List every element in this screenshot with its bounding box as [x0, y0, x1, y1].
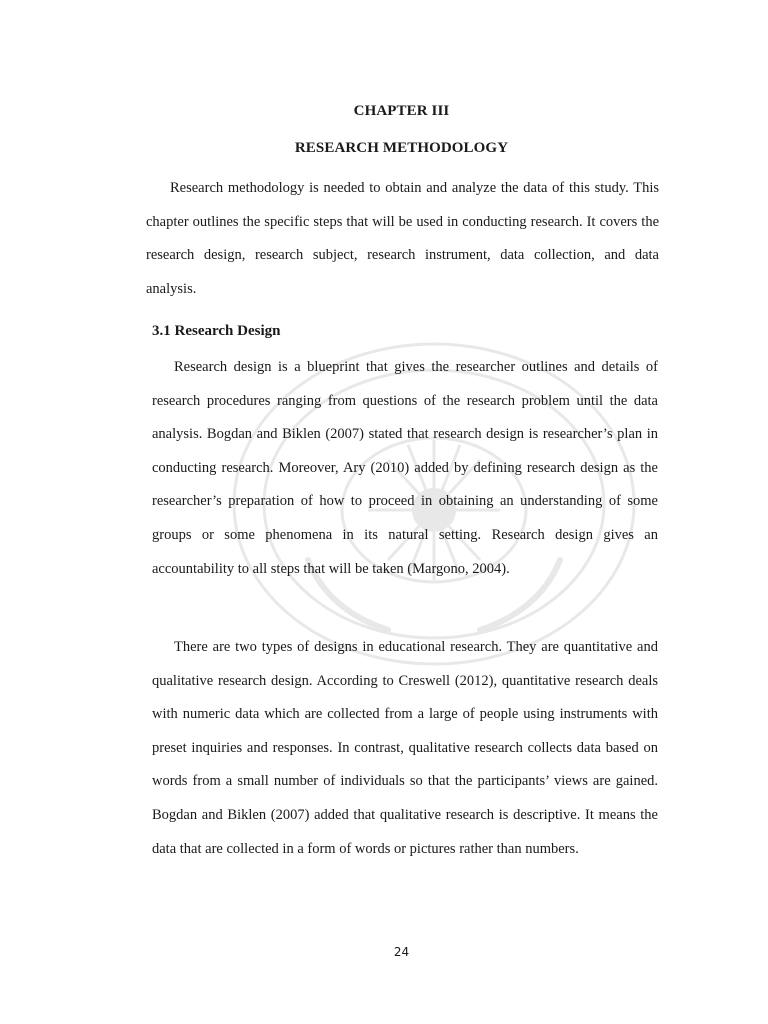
chapter-heading: CHAPTER III: [353, 103, 450, 119]
intro-paragraph: Research methodology is needed to obtain and analyze the data of this study. This chapter outlines the specific steps that will be used in conducting research. It covers the research design, research subject, research instrument, data collection, and data analysis.: [146, 180, 659, 297]
section-heading: 3.1 Research Design: [152, 323, 281, 339]
chapter-title: RESEARCH METHODOLOGY: [294, 140, 509, 156]
research-design-paragraph-1: Research design is a blueprint that gives the researcher outlines and details of research procedures ranging from questions of the research problem until the data analysis. Bogdan and Biklen (2007) stated that research design is researcher’s plan in conducting research. Moreover, Ary (2010) added by defining research design as the researcher’s preparation of how to proceed in obtaining an understanding of some groups or some phenomena in its natural setting. Research design gives an accountability to all steps that will be taken (Margono, 2004).: [152, 359, 658, 577]
page-number: 24: [393, 945, 410, 959]
research-design-paragraph-2: There are two types of designs in educational research. They are quantitative and qualitative research design. According to Creswell (2012), quantitative research deals with numeric data which are collected from a large of people using instruments with preset inquiries and responses. In contrast, qualitative research collects data based on words from a small number of individuals so that the participants’ views are gained. Bogdan and Biklen (2007) added that qualitative research is descriptive. It means the data that are collected in a form of words or pictures rather than numbers.: [152, 639, 658, 857]
